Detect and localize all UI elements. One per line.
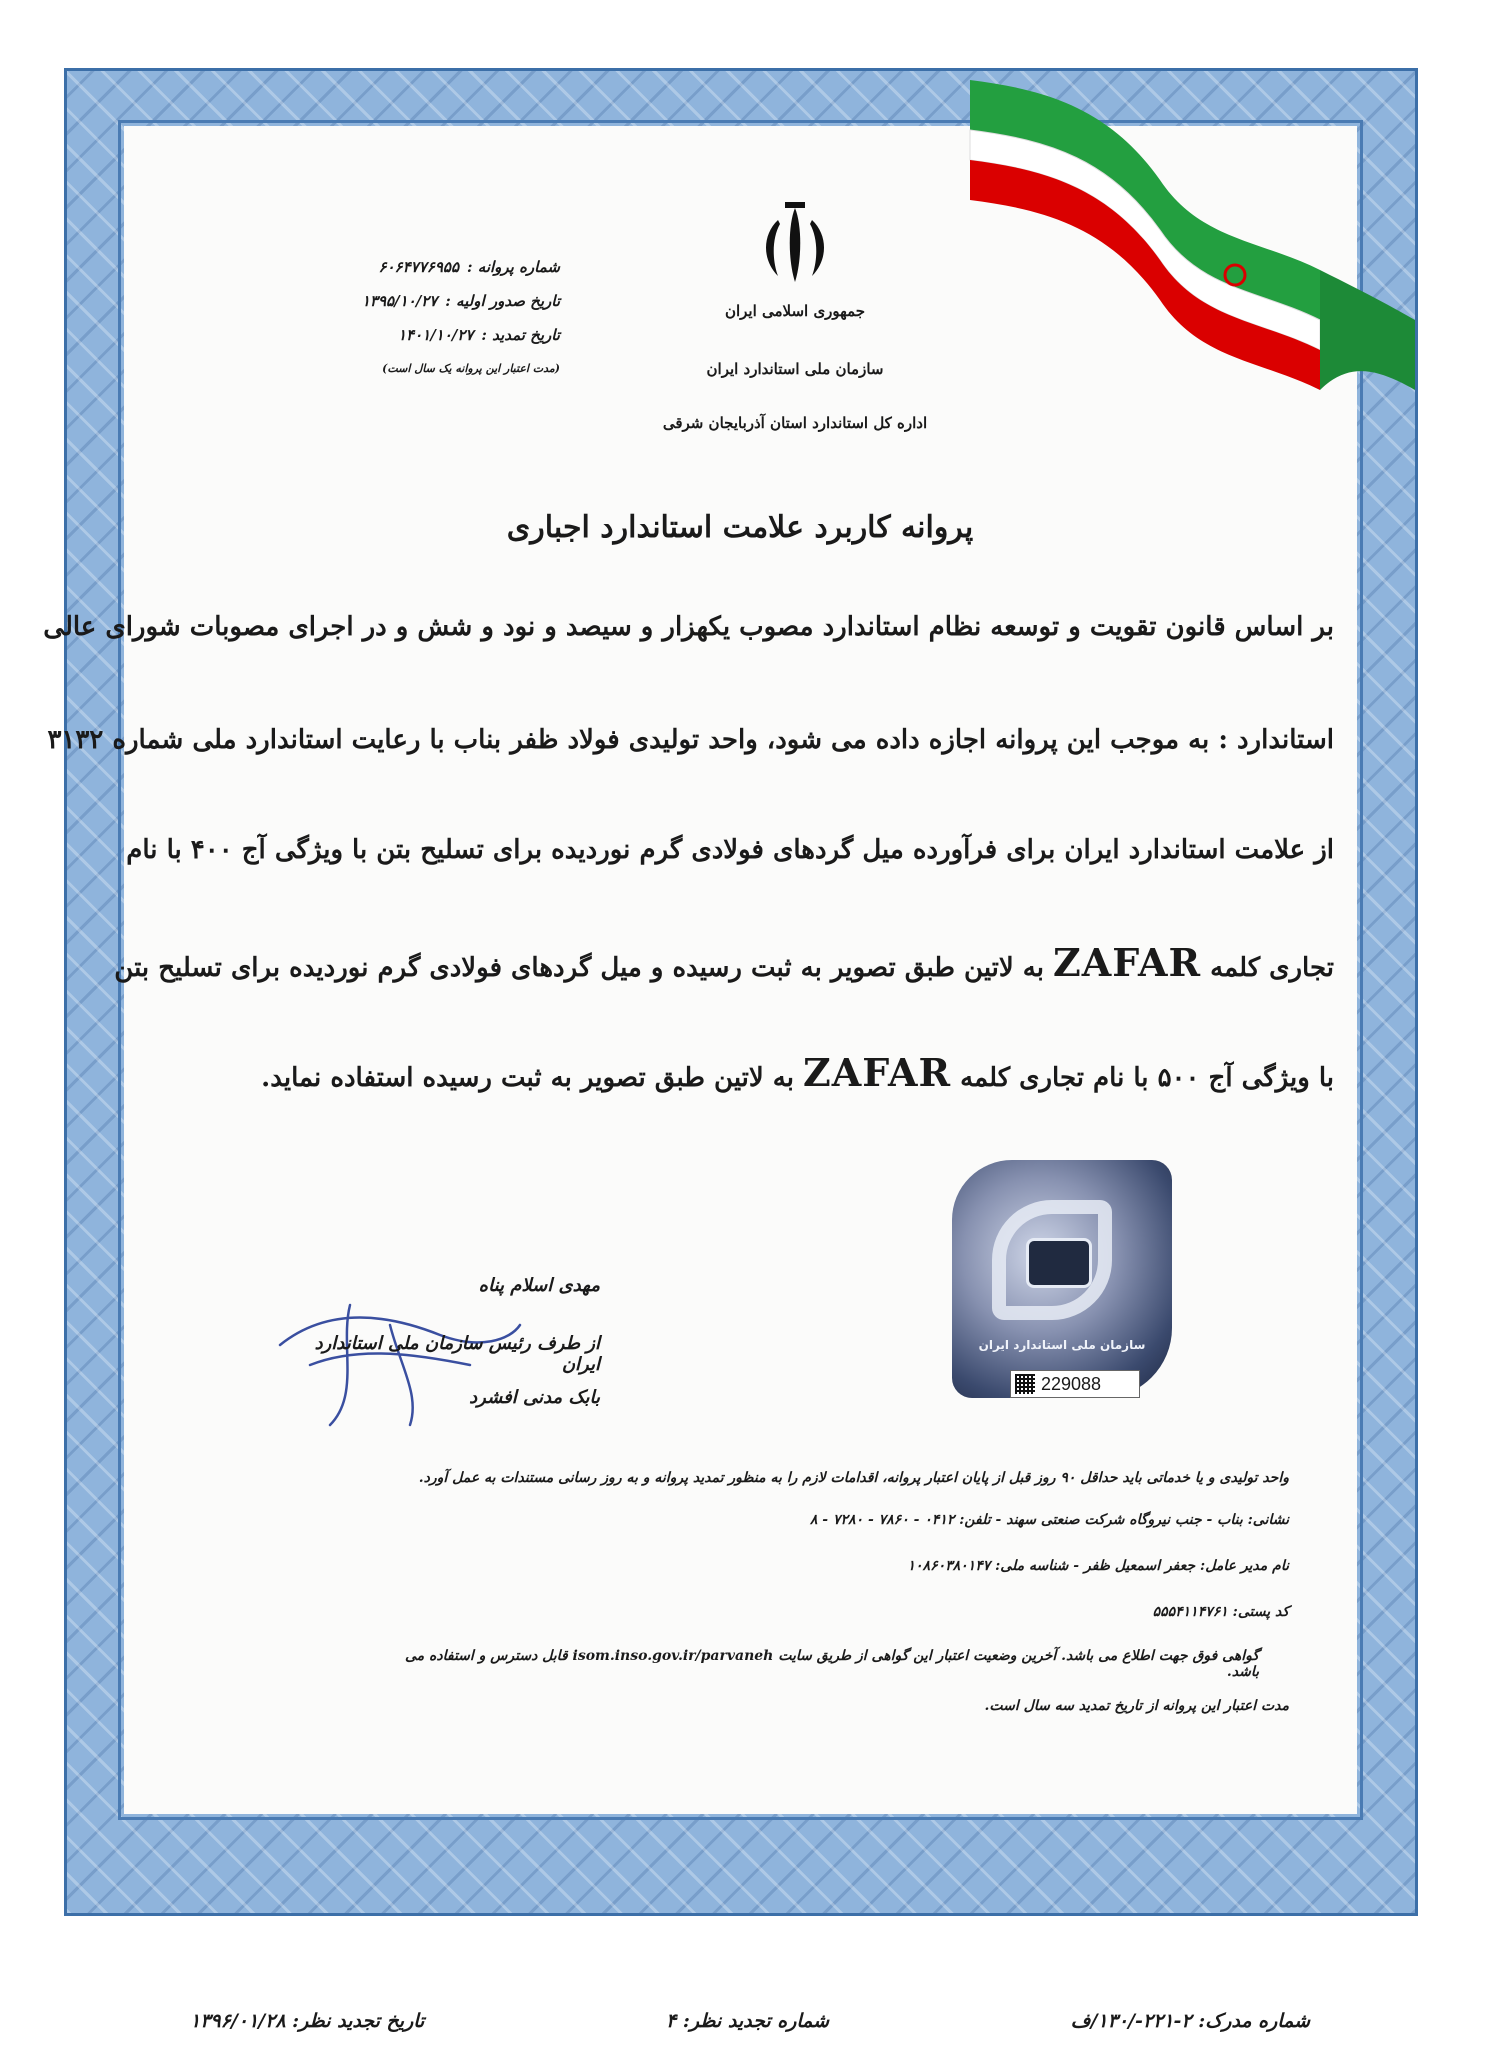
body-line-4-pre: تجاری کلمه: [1210, 953, 1334, 983]
body-line-3: از علامت استاندارد ایران برای فرآورده میل گردهای فولادی گرم نوردیده برای تسلیح بتن با ویژگی آج ۴۰۰ با نام: [126, 835, 1334, 865]
body-line-4: [114, 940, 1334, 985]
license-number-label: شماره پروانه :: [467, 258, 560, 276]
body-line-4-post: به لاتین طبق تصویر به ثبت رسیده و میل گردهای فولادی گرم نوردیده برای تسلیح بتن: [114, 953, 1044, 983]
doc-number: شماره مدرک: ۲-۲۲۱-/۱۳۰/ف: [1070, 2010, 1310, 2032]
body-line-5: [154, 1050, 1334, 1095]
standard-hologram-seal: [952, 1160, 1172, 1398]
renewal-notice: واحد تولیدی و یا خدماتی باید حداقل ۹۰ روز قبل از پایان اعتبار پروانه، اقدامات لازم را به منظور تمدید پروانه و به روز رسانی مستندات به عمل آورد.: [418, 1470, 1289, 1486]
qr-code-icon: [1015, 1374, 1035, 1394]
revision-number: شماره تجدید نظر: ۴: [666, 2010, 830, 2032]
signer-deputy: بابک مدنی افشرد: [469, 1387, 600, 1408]
iran-emblem-icon: [750, 200, 840, 290]
signer-role: از طرف رئیس سازمان ملی استاندارد ایران: [314, 1333, 600, 1375]
certificate-title: پروانه کاربرد علامت استاندارد اجباری: [506, 510, 974, 545]
verification-note: گواهی فوق جهت اطلاع می باشد. آخرین وضعیت اعتبار این گواهی از طریق سایت isom.inso.gov.ir/parvaneh قابل دسترس و استفاده می باشد.: [404, 1648, 1259, 1680]
renewal-date: [300, 326, 560, 344]
renewal-value: ۱۴۰۱/۱۰/۲۷: [397, 326, 474, 344]
standard-logo-core-icon: [1026, 1238, 1092, 1288]
signer-name: مهدی اسلام پناه: [478, 1275, 600, 1296]
serial-number: 229088: [1041, 1373, 1102, 1394]
republic-heading: جمهوری اسلامی ایران: [724, 302, 866, 320]
address: نشانی: بناب - جنب نیروگاه شرکت صنعتی سهند - تلفن: ۰۴۱۲ - ۷۸۶۰ - ۷۲۸۰ - ۸: [809, 1512, 1289, 1528]
validity-period: مدت اعتبار این پروانه از تاریخ تمدید سه سال است.: [984, 1698, 1289, 1714]
license-number-value: ۶۰۶۴۷۷۶۹۵۵: [378, 258, 460, 276]
first-issue-value: ۱۳۹۵/۱۰/۲۷: [361, 292, 438, 310]
body-line-2: استاندارد : به موجب این پروانه اجازه داده می شود، واحد تولیدی فولاد ظفر بناب با رعایت استاندارد ملی شماره ۳۱۳۲: [47, 725, 1334, 755]
license-number: [300, 258, 560, 276]
signature-block: [270, 1275, 600, 1435]
hologram-serial: [1010, 1370, 1140, 1398]
manager-info: نام مدیر عامل: جعفر اسمعیل ظفر - شناسه ملی: ۱۰۸۶۰۳۸۰۱۴۷: [907, 1558, 1289, 1574]
postal-code: کد پستی: ۵۵۵۴۱۱۴۷۶۱: [1152, 1604, 1289, 1620]
organization-heading: سازمان ملی استاندارد ایران: [706, 360, 884, 378]
revision-date: تاریخ تجدید نظر: ۱۳۹۶/۰۱/۲۸: [190, 2010, 425, 2032]
brand-name-2: ZAFAR: [803, 1050, 952, 1095]
brand-name: ZAFAR: [1053, 940, 1202, 985]
office-heading: اداره کل استاندارد استان آذربایجان شرقی: [662, 414, 928, 432]
hologram-caption: سازمان ملی استاندارد ایران: [978, 1338, 1146, 1352]
body-line-5-post: به لاتین طبق تصویر به ثبت رسیده استفاده نماید.: [261, 1063, 794, 1093]
renewal-label: تاریخ تمدید :: [481, 326, 560, 344]
body-line-1: بر اساس قانون تقویت و توسعه نظام استاندارد مصوب یکهزار و سیصد و نود و شش و در اجرای مصوبات شورای عالی: [43, 612, 1334, 642]
validity-note: (مدت اعتبار این پروانه یک سال است): [382, 362, 560, 375]
document-footer: [190, 2010, 1310, 2032]
first-issue-date: [300, 292, 560, 310]
iran-flag-ribbon-icon: [960, 70, 1420, 400]
first-issue-label: تاریخ صدور اولیه :: [445, 292, 560, 310]
body-line-5-pre: با ویژگی آج ۵۰۰ با نام تجاری کلمه: [960, 1063, 1334, 1093]
